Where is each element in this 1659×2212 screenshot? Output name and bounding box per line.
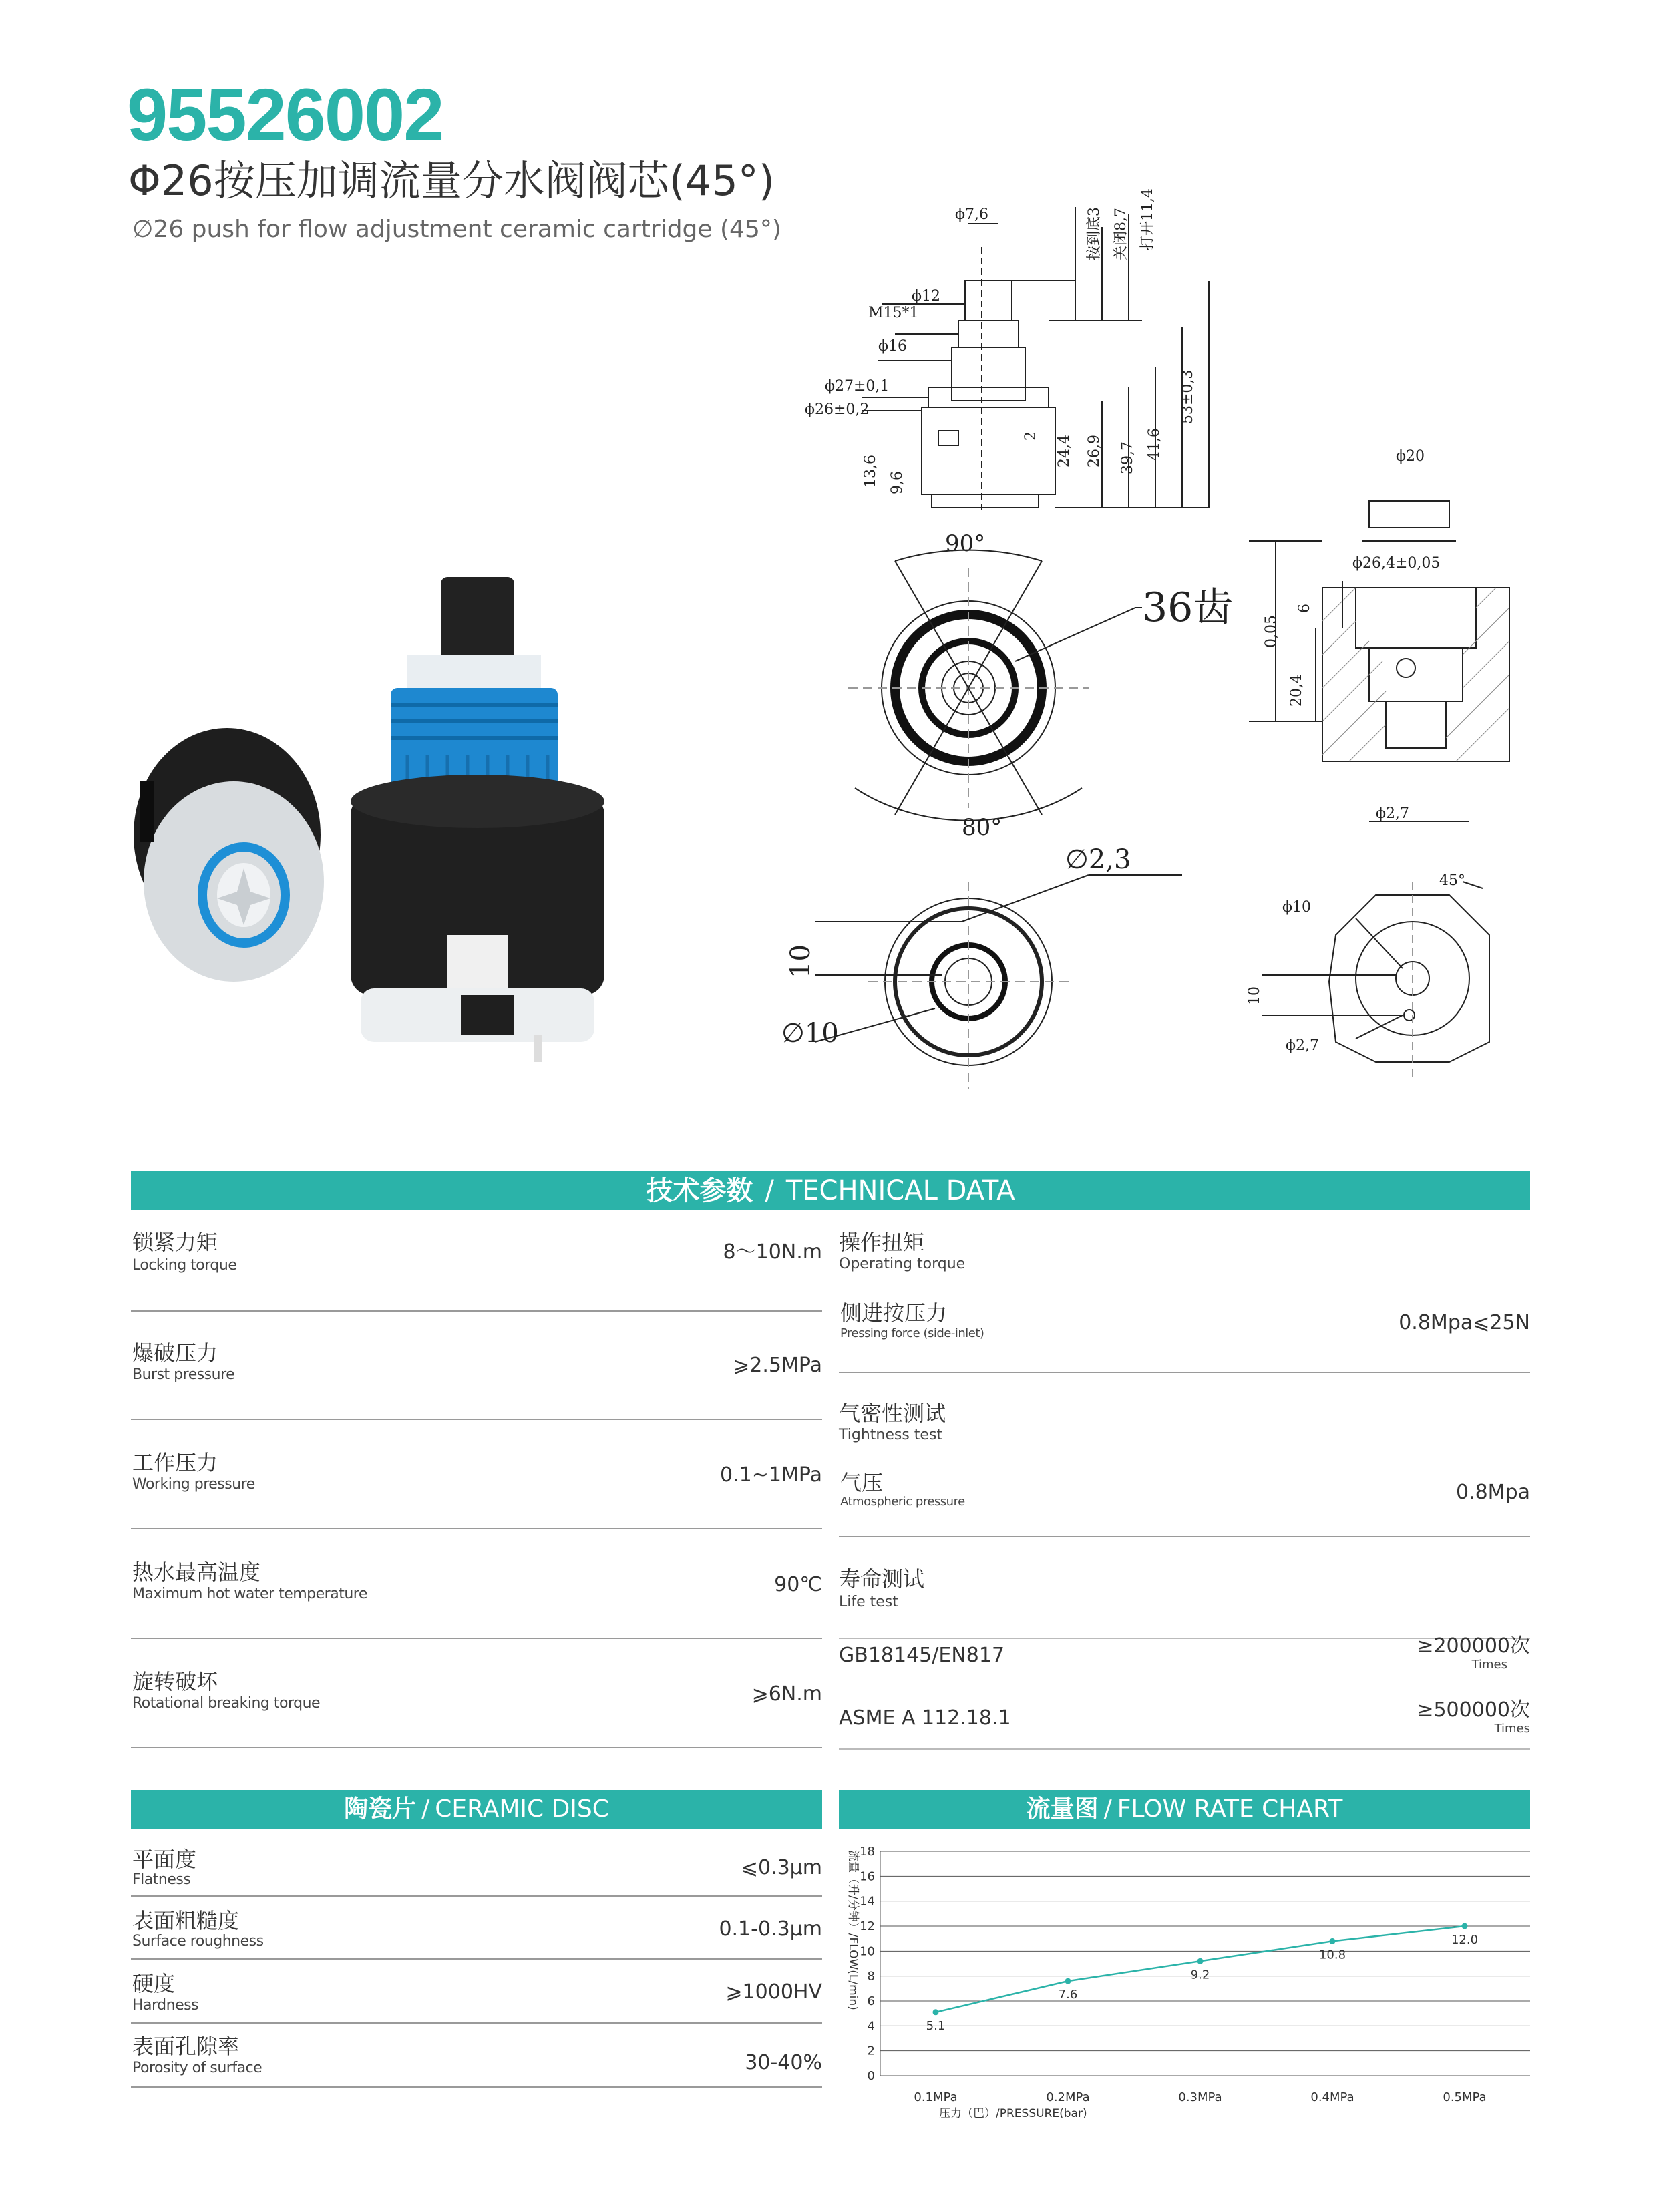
life-standard-1: GB18145/EN817 <box>839 1644 1005 1667</box>
chart-y-ticks <box>860 1845 875 2083</box>
ceramic-value: 30-40% <box>745 2051 822 2074</box>
ceramic-row-hardness <box>131 1970 822 2024</box>
y-tick-label: 18 <box>860 1845 875 1859</box>
data-point <box>1330 1938 1336 1944</box>
y-tick-label: 12 <box>860 1919 875 1933</box>
product-title-cn: Φ26按压加调流量分水阀阀芯(45°) <box>128 156 775 205</box>
ceramic-label-cn: 平面度 <box>132 1847 197 1872</box>
chart-x-axis-label: 压力（巴）/PRESSURE(bar) <box>939 2107 1087 2121</box>
ceramic-header-en: CERAMIC DISC <box>435 1795 609 1823</box>
data-point <box>933 2009 939 2015</box>
dim-9-6: 9,6 <box>889 471 906 494</box>
chart-x-ticks <box>914 2090 1486 2104</box>
dim-open: 打开11,4 <box>1139 188 1156 250</box>
ceramic-label-en: Flatness <box>132 1871 191 1888</box>
flow-header-cn: 流量图 <box>1026 1795 1099 1823</box>
dim-phi2-7-section: ϕ2,7 <box>1376 805 1409 822</box>
param-row-side-pressing <box>839 1302 1530 1373</box>
dim-press-bottom: 按到底3 <box>1086 207 1103 260</box>
dim-6: 6 <box>1296 604 1313 613</box>
x-tick-label: 0.1MPa <box>914 2090 958 2104</box>
angle-90: 90° <box>945 530 986 557</box>
data-point <box>1197 1958 1204 1964</box>
data-point <box>1065 1978 1071 1984</box>
technical-header-cn: 技术参数 <box>646 1175 753 1206</box>
ceramic-value: ⩾1000HV <box>725 1980 822 2004</box>
param-label-cn: 工作压力 <box>132 1450 218 1475</box>
dim-phi26: ϕ26±0,2 <box>805 401 870 418</box>
angle-80: 80° <box>962 814 1002 841</box>
dim-phi2-3: ∅2,3 <box>1065 844 1131 875</box>
side-view-drawing <box>862 207 1209 514</box>
dim-phi10-bottom: ∅10 <box>781 1018 839 1049</box>
param-label-en: Pressing force (side-inlet) <box>840 1326 984 1340</box>
param-label-cn: 气压 <box>840 1470 884 1495</box>
data-label: 12.0 <box>1451 1933 1479 1947</box>
param-value: 90℃ <box>774 1573 822 1596</box>
dim-39-7: 39,7 <box>1119 441 1136 474</box>
param-row-burst-pressure <box>131 1342 822 1420</box>
dim-phi7-6: ϕ7,6 <box>955 206 988 223</box>
chart-grid <box>880 1851 1530 2076</box>
data-label: 9.2 <box>1190 1968 1210 1982</box>
cartridge-main-photo <box>351 577 604 1062</box>
dim-phi20: ϕ20 <box>1396 448 1425 465</box>
dim-closed: 关闭8,7 <box>1113 208 1129 260</box>
dim-10-seat: 10 <box>1246 986 1263 1005</box>
life-test-cn: 寿命测试 <box>839 1566 925 1592</box>
param-label-en: Rotational breaking torque <box>132 1695 321 1712</box>
param-label-cn: 旋转破坏 <box>132 1669 218 1694</box>
technical-header-en: TECHNICAL DATA <box>785 1175 1015 1206</box>
param-label-en: Burst pressure <box>132 1366 235 1383</box>
param-row-max-temperature <box>131 1561 822 1639</box>
ceramic-label-cn: 硬度 <box>132 1971 176 1996</box>
data-label: 5.1 <box>926 2018 946 2033</box>
param-label-en: Maximum hot water temperature <box>132 1586 367 1602</box>
chart-y-axis-label: 流量（升/分钟）/FLOW(L/min) <box>846 1850 860 2010</box>
y-tick-label: 10 <box>860 1944 875 1959</box>
flow-chart-header <box>839 1790 1530 1829</box>
teeth-count: 36齿 <box>1142 584 1234 631</box>
angle-45: 45° <box>1439 872 1465 889</box>
dim-0-05: 0,05 <box>1263 615 1280 648</box>
param-label-cn: 锁紧力矩 <box>132 1230 218 1255</box>
top-view-drawing <box>848 550 1142 821</box>
ceramic-header-sep: / <box>421 1795 430 1823</box>
x-tick-label: 0.5MPa <box>1443 2090 1487 2104</box>
x-tick-label: 0.4MPa <box>1310 2090 1354 2104</box>
ceramic-value: ⩽0.3μm <box>741 1856 822 1879</box>
dim-13-6: 13,6 <box>862 455 879 488</box>
param-value: ⩾2.5MPa <box>733 1354 822 1377</box>
product-title-en: ∅26 push for flow adjustment ceramic cartridge (45°) <box>132 216 781 243</box>
life-standard-2-unit: Times <box>1494 1722 1530 1736</box>
ceramic-row-porosity <box>131 2033 822 2088</box>
param-label-en: Locking torque <box>132 1257 237 1274</box>
chart-data-labels <box>926 1933 1478 2033</box>
technical-header-sep: / <box>765 1175 774 1206</box>
param-row-rotational-torque <box>131 1671 822 1748</box>
ceramic-label-cn: 表面粗糙度 <box>132 1908 240 1933</box>
x-tick-label: 0.3MPa <box>1178 2090 1222 2104</box>
divider <box>839 1748 1530 1750</box>
param-label-cn: 爆破压力 <box>132 1340 218 1366</box>
param-label-cn: 热水最高温度 <box>132 1559 261 1585</box>
ceramic-label-en: Hardness <box>132 1997 199 2014</box>
technical-drawings <box>768 167 1536 1102</box>
y-tick-label: 0 <box>867 2069 875 2083</box>
flow-header-sep: / <box>1103 1795 1112 1823</box>
dim-phi12: ϕ12 <box>912 288 940 305</box>
data-label: 10.8 <box>1318 1948 1346 1962</box>
param-label-en: Atmospheric pressure <box>840 1495 965 1509</box>
param-label-en: Working pressure <box>132 1476 255 1493</box>
operating-torque-cn: 操作扭矩 <box>839 1230 925 1255</box>
param-value: 0.8Mpa <box>1455 1481 1530 1504</box>
y-tick-label: 16 <box>860 1869 875 1884</box>
dim-phi10-seat: ϕ10 <box>1282 899 1311 916</box>
data-label: 7.6 <box>1058 1988 1078 2002</box>
ceramic-disc-header <box>131 1790 822 1829</box>
life-standard-2-value: ≥500000次 <box>1417 1698 1530 1722</box>
param-value: ⩾6N.m <box>751 1682 822 1706</box>
ceramic-value: 0.1-0.3μm <box>719 1917 822 1941</box>
ceramic-label-en: Surface roughness <box>132 1933 264 1950</box>
y-tick-label: 14 <box>860 1894 875 1909</box>
y-tick-label: 6 <box>867 1994 875 2008</box>
dim-phi26-4: ϕ26,4±0,05 <box>1352 555 1441 572</box>
flow-rate-chart <box>839 1837 1530 2131</box>
dim-phi16: ϕ16 <box>878 338 907 355</box>
dim-m15: M15*1 <box>868 305 919 321</box>
param-row-working-pressure <box>131 1452 822 1529</box>
y-tick-label: 2 <box>867 2044 875 2058</box>
x-tick-label: 0.2MPa <box>1046 2090 1090 2104</box>
dim-26-9: 26,9 <box>1086 435 1103 468</box>
y-tick-label: 8 <box>867 1969 875 1984</box>
dim-10-bottom: 10 <box>785 944 816 978</box>
param-value: 0.8Mpa⩽25N <box>1399 1311 1530 1334</box>
product-code: 95526002 <box>127 74 443 156</box>
technical-data-header <box>131 1171 1530 1210</box>
param-row-atmospheric <box>839 1472 1530 1537</box>
life-standard-1-unit: Times <box>1471 1658 1507 1672</box>
ceramic-header-cn: 陶瓷片 <box>344 1795 417 1823</box>
dim-41-6: 41,6 <box>1146 428 1163 461</box>
ceramic-row-roughness <box>131 1907 822 1960</box>
ceramic-row-flatness <box>131 1846 822 1897</box>
y-tick-label: 4 <box>867 2019 875 2034</box>
section-view-drawing <box>1249 501 1509 821</box>
life-test-en: Life test <box>839 1594 898 1610</box>
bottom-view-drawing <box>815 875 1182 1089</box>
param-value: 8～10N.m <box>723 1240 822 1264</box>
dim-phi2-7-seat: ϕ2,7 <box>1286 1037 1319 1054</box>
ceramic-label-cn: 表面孔隙率 <box>132 2034 240 2059</box>
param-label-cn: 侧进按压力 <box>840 1300 948 1326</box>
product-photo <box>127 561 621 1095</box>
dim-24-4: 24,4 <box>1056 435 1073 468</box>
flow-header-en: FLOW RATE CHART <box>1117 1795 1343 1823</box>
dim-53: 53±0,3 <box>1179 369 1196 424</box>
data-point <box>1462 1923 1468 1929</box>
operating-torque-en: Operating torque <box>839 1256 966 1272</box>
param-row-locking-torque <box>131 1229 822 1312</box>
dim-2: 2 <box>1023 431 1039 441</box>
ceramic-label-en: Porosity of surface <box>132 2060 262 2076</box>
tightness-test-en: Tightness test <box>839 1427 943 1443</box>
tightness-test-cn: 气密性测试 <box>839 1401 946 1426</box>
dim-20-4: 20,4 <box>1288 674 1305 707</box>
dim-phi27: ϕ27±0,1 <box>825 378 890 395</box>
life-standard-1-value: ≥200000次 <box>1417 1634 1530 1658</box>
cartridge-bottom-photo <box>134 728 324 982</box>
param-value: 0.1~1MPa <box>720 1463 822 1487</box>
life-standard-2: ASME A 112.18.1 <box>839 1706 1011 1730</box>
